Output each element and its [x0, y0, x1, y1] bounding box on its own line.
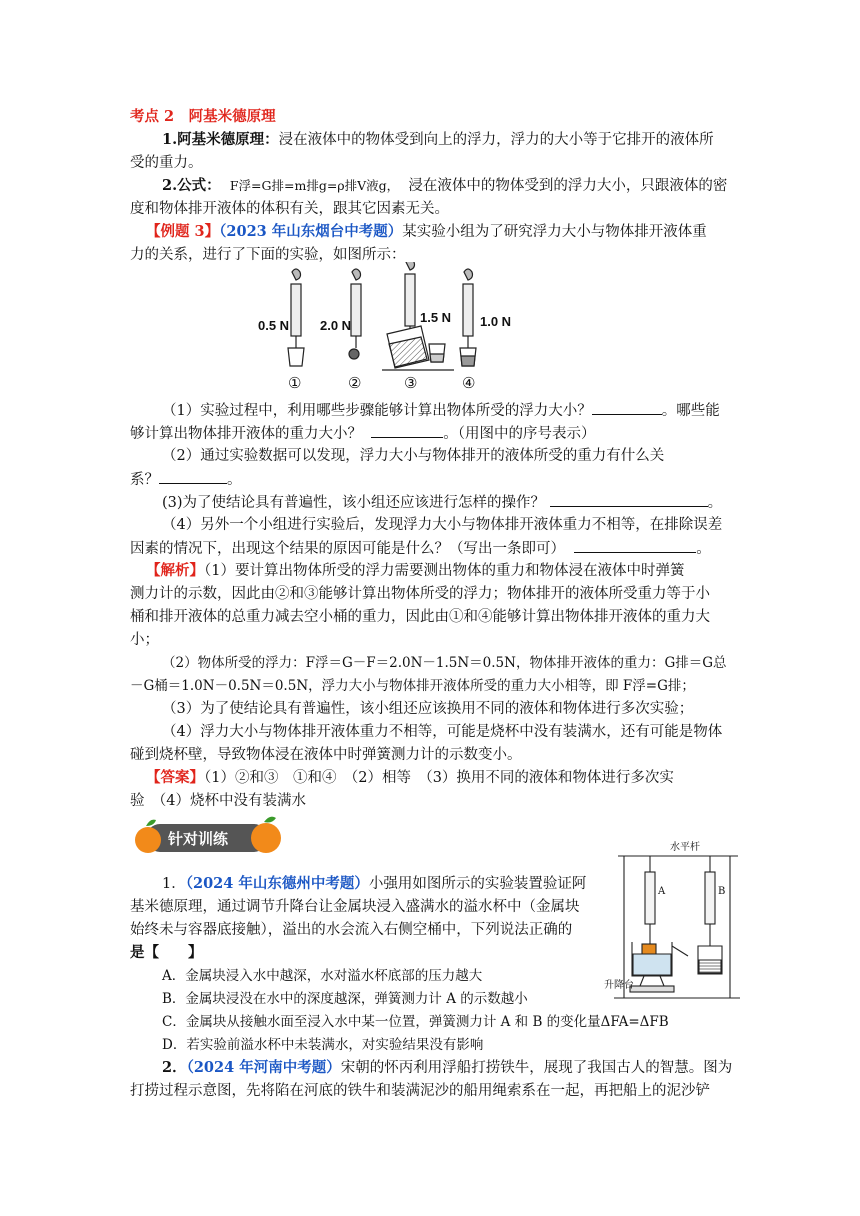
training-q1-line-2: 基米德原理，通过调节升降台让金属块浸入盛满水的溢水杯中（金属块 [130, 899, 580, 915]
step-label-1: ① [288, 374, 302, 392]
question-4-text-c: 。 [696, 541, 711, 557]
training-banner [132, 814, 282, 858]
label-scale-b: B [718, 886, 726, 897]
answer-blank-3[interactable] [159, 469, 227, 484]
formula-expression: F浮=G排=m排g=ρ排V液g， [229, 178, 400, 193]
question-2: （2）通过实验数据可以发现，浮力大小与物体排开的液体所受的重力有什么关 [162, 448, 665, 464]
training-q2-line-2: 打捞过程示意图，先将陷在河底的铁牛和装满泥沙的船用绳索系在一起，再把船上的泥沙铲 [130, 1083, 710, 1099]
answer-tag: 【答案】 [146, 769, 204, 786]
training-q1-number: 1． [162, 876, 186, 892]
analysis-text-1: （1）要计算出物体所受的浮力需要测出物体的重力和物体浸在液体中时弹簧 [204, 563, 685, 579]
answer-blank-2[interactable] [371, 423, 443, 438]
reading-step-3: 1.5 N [420, 310, 452, 325]
option-d[interactable]: D．若实验前溢水杯中未装满水，对实验结果没有影响 [162, 1037, 484, 1053]
answer-text-1: （1）②和③ ①和④ （2）相等 （3）换用不同的液体和物体进行多次实 [204, 770, 674, 786]
question-4-cont [130, 538, 711, 559]
answer-blank-1[interactable] [592, 400, 662, 415]
question-1-text: （1）实验过程中，利用哪些步骤能够计算出物体所受的浮力大小？ [162, 403, 592, 419]
step-label-2: ② [348, 374, 362, 392]
question-2-cont [130, 469, 242, 490]
analysis-line-1 [146, 561, 684, 581]
answer-line-2: 验 （4）烧杯中没有装满水 [130, 793, 306, 809]
analysis-line-9: 碰到烧杯壁，导致物体浸在液体中时弹簧测力计的示数变小。 [130, 747, 522, 763]
training-q1-line-4 [130, 943, 203, 963]
training-q1-line-3: 始终未与容器底接触），溢出的水会流入右侧空桶中，下列说法正确的 [130, 922, 573, 938]
training-q1-bracket: 是【 】 [130, 944, 203, 961]
section-title [130, 107, 276, 127]
example-heading [146, 222, 707, 242]
question-1 [162, 400, 720, 421]
example-tag: 【例题 3】 [146, 223, 220, 240]
option-b[interactable]: B．金属块浸没在水中的深度越深，弹簧测力计 A 的示数越小 [162, 991, 528, 1007]
question-1-text-b: 。哪些能 [661, 403, 720, 419]
question-1-text-c: 够计算出物体排开液体的重力大小？ [130, 426, 362, 442]
formula-text: 浸在液体中的物体受到的浮力大小，只跟液体的密 [408, 178, 728, 194]
reading-step-1: 0.5 N [258, 318, 290, 333]
training-q1-text-1: 小强用如图所示的实验装置验证阿 [368, 876, 587, 892]
training-q2-text-1: 宋朝的怀丙利用浮船打捞铁牛，展现了我国古人的智慧。图为 [340, 1060, 733, 1076]
analysis-tag: 【解析】 [146, 562, 204, 579]
training-q2-source: （2024 年河南中考题） [186, 1059, 341, 1076]
label-scale-a: A [658, 886, 666, 897]
training-q1-line-1 [162, 874, 586, 894]
question-1-text-d: 。（用图中的序号表示） [443, 426, 596, 442]
step-label-4: ④ [462, 374, 476, 392]
apparatus-figure [604, 836, 744, 1008]
analysis-line-7: （3）为了使结论具有普遍性，该小组还应该换用不同的液体和物体进行多次实验； [162, 701, 694, 717]
section-title-text: 考点 2 阿基米德原理 [130, 108, 276, 125]
formula-continued: 度和物体排开液体的体积有关，跟其它因素无关。 [130, 201, 449, 217]
step-label-3: ③ [404, 374, 418, 392]
option-a[interactable]: A．金属块浸入水中越深，水对溢水杯底部的压力越大 [162, 968, 483, 984]
reading-step-2: 2.0 N [320, 318, 352, 333]
label-horizontal-bar: 水平杆 [670, 842, 700, 853]
example-text-1: 某实验小组为了研究浮力大小与物体排开液体重 [402, 224, 707, 240]
example-text-2: 力的关系，进行了下面的实验，如图所示： [130, 247, 406, 263]
question-1-cont [130, 423, 595, 444]
question-3-text-b: 。 [707, 495, 723, 511]
analysis-line-2: 测力计的示数，因此由②和③能够计算出物体所受的浮力；物体排开的液体所受重力等于小 [130, 586, 710, 602]
question-3 [162, 492, 722, 513]
formula-paragraph [162, 176, 727, 196]
training-q1-source: （2024 年山东德州中考题） [185, 875, 369, 892]
principle-text: 浸在液体中的物体受到向上的浮力，浮力的大小等于它排开的液体所 [278, 132, 714, 148]
example-source: （2023 年山东烟台中考题） [219, 223, 403, 240]
question-4: （4）另外一个小组进行实验后，发现浮力大小与物体排开液体重力不相等，在排除误差 [162, 517, 723, 533]
question-3-text: (3)为了使结论具有普遍性，该小组还应该进行怎样的操作？ [162, 495, 546, 511]
principle-label: 1.阿基米德原理： [162, 131, 279, 148]
answer-line-1 [146, 768, 674, 788]
analysis-line-5: （2）物体所受的浮力：F浮＝G－F＝2.0N－1.5N＝0.5N，物体排开液体的重力：G排＝G总 [162, 655, 727, 671]
answer-blank-5[interactable] [574, 538, 696, 553]
question-2-text-c: 。 [227, 472, 242, 488]
option-c[interactable]: C．金属块从接触水面至浸入水中某一位置，弹簧测力计 A 和 B 的变化量ΔFA=ΔFB [162, 1014, 669, 1030]
analysis-line-4: 小； [130, 632, 159, 648]
training-q2-number: 2． [162, 1059, 187, 1076]
principle-paragraph [162, 130, 714, 150]
analysis-line-6: －G桶＝1.0N－0.5N＝0.5N，浮力大小与物体排开液体所受的重力大小相等，即 F浮=G排； [130, 678, 695, 694]
experiment-figure [254, 262, 526, 392]
analysis-line-8: （4）浮力大小与物体排开液体重力不相等，可能是烧杯中没有装满水，还有可能是物体 [162, 724, 723, 740]
question-2-text-b: 系？ [130, 472, 159, 488]
reading-step-4: 1.0 N [480, 314, 512, 329]
training-q2-line-1 [162, 1058, 732, 1078]
banner-label: 针对训练 [168, 831, 229, 848]
formula-label: 2.公式： [162, 177, 221, 194]
answer-blank-4[interactable] [550, 492, 708, 507]
analysis-line-3: 桶和排开液体的总重力减去空小桶的重力，因此由①和④能够计算出物体排开液体的重力大 [130, 609, 710, 625]
principle-continued: 受的重力。 [130, 155, 203, 171]
question-4-text-b: 因素的情况下，出现这个结果的原因可能是什么？（写出一条即可） [130, 541, 565, 557]
label-lift-platform: 升降台 [604, 980, 634, 991]
